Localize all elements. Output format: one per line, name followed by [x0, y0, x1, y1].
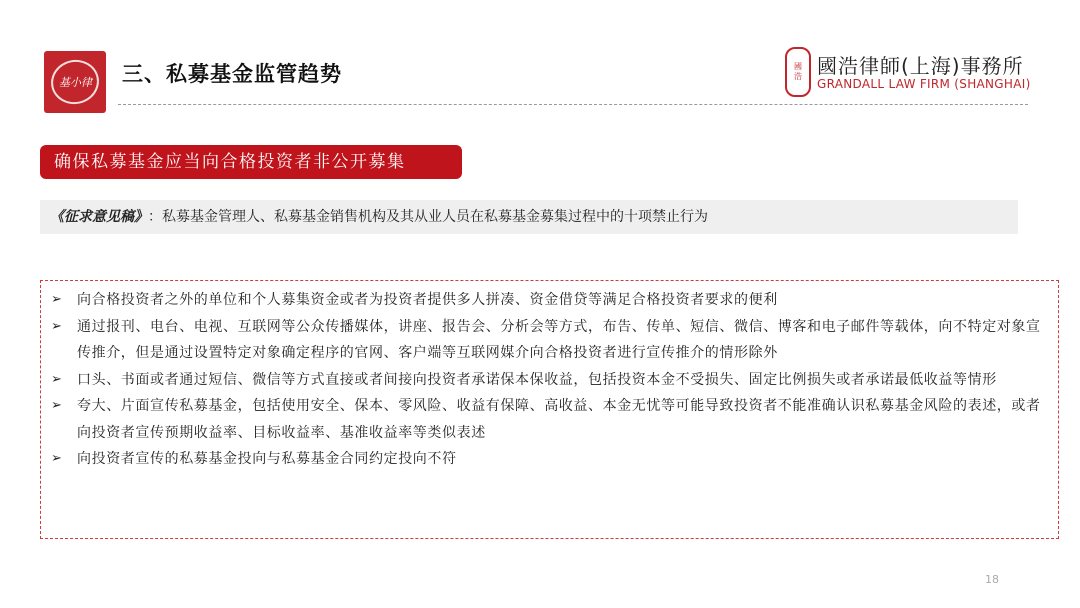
arrow-bullet-icon: ➢ — [51, 292, 63, 307]
arrow-bullet-icon: ➢ — [51, 451, 63, 466]
list-item — [51, 314, 1048, 367]
list-item-text: 向投资者宣传的私募基金投向与私募基金合同约定投向不符 — [77, 451, 457, 467]
firm-name-en: GRANDALL LAW FIRM (SHANGHAI) — [817, 77, 1031, 91]
list-item — [51, 446, 1048, 473]
firm-seal-icon: 國 浩 — [785, 47, 811, 97]
section-banner: 确保私募基金应当向合格投资者非公开募集 — [40, 145, 462, 179]
arrow-bullet-icon: ➢ — [51, 371, 63, 387]
brand-logo-text: 基小律 — [58, 76, 92, 89]
firm-logo — [785, 47, 1030, 99]
arrow-bullet-icon: ➢ — [51, 398, 63, 413]
page-title: 三、私募基金监管趋势 — [122, 62, 342, 86]
note-bar — [40, 200, 1018, 234]
note-text: ：私募基金管理人、私募基金销售机构及其从业人员在私募基金募集过程中的十项禁止行为 — [148, 209, 708, 225]
firm-name-cn: 國浩律師(上海)事務所 — [817, 54, 1024, 78]
list-item-text: 向合格投资者之外的单位和个人募集资金或者为投资者提供多人拼凑、资金借贷等满足合格投资者要求的便利 — [77, 292, 778, 308]
brand-logo — [44, 51, 106, 113]
title-divider — [118, 104, 1028, 105]
arrow-bullet-icon: ➢ — [51, 318, 63, 334]
list-item — [51, 393, 1048, 446]
page-number: 18 — [985, 573, 999, 586]
brand-logo-ring — [47, 55, 103, 108]
note-source: 《征求意见稿》 — [50, 209, 148, 225]
prohibited-behaviors-list — [40, 280, 1059, 539]
list-item — [51, 367, 1048, 394]
list-item-text: 通过报刊、电台、电视、互联网等公众传播媒体，讲座、报告会、分析会等方式，布告、传单、短信、微信、博客和电子邮件等载体，向不特定对象宣传推介，但是通过设置特定对象确定程序的官网、客户端等互联网媒介向合格投资者进行宣传推介的情形除外 — [77, 318, 1041, 361]
list-item-text: 夸大、片面宣传私募基金，包括使用安全、保本、零风险、收益有保障、高收益、本金无忧等可能导致投资者不能准确认识私募基金风险的表述，或者向投资者宣传预期收益率、目标收益率、基准收益率等类似表述 — [77, 398, 1041, 441]
list-item — [51, 287, 1048, 314]
list-item-text: 口头、书面或者通过短信、微信等方式直接或者间接向投资者承诺保本保收益，包括投资本金不受损失、固定比例损失或者承诺最低收益等情形 — [77, 371, 997, 388]
